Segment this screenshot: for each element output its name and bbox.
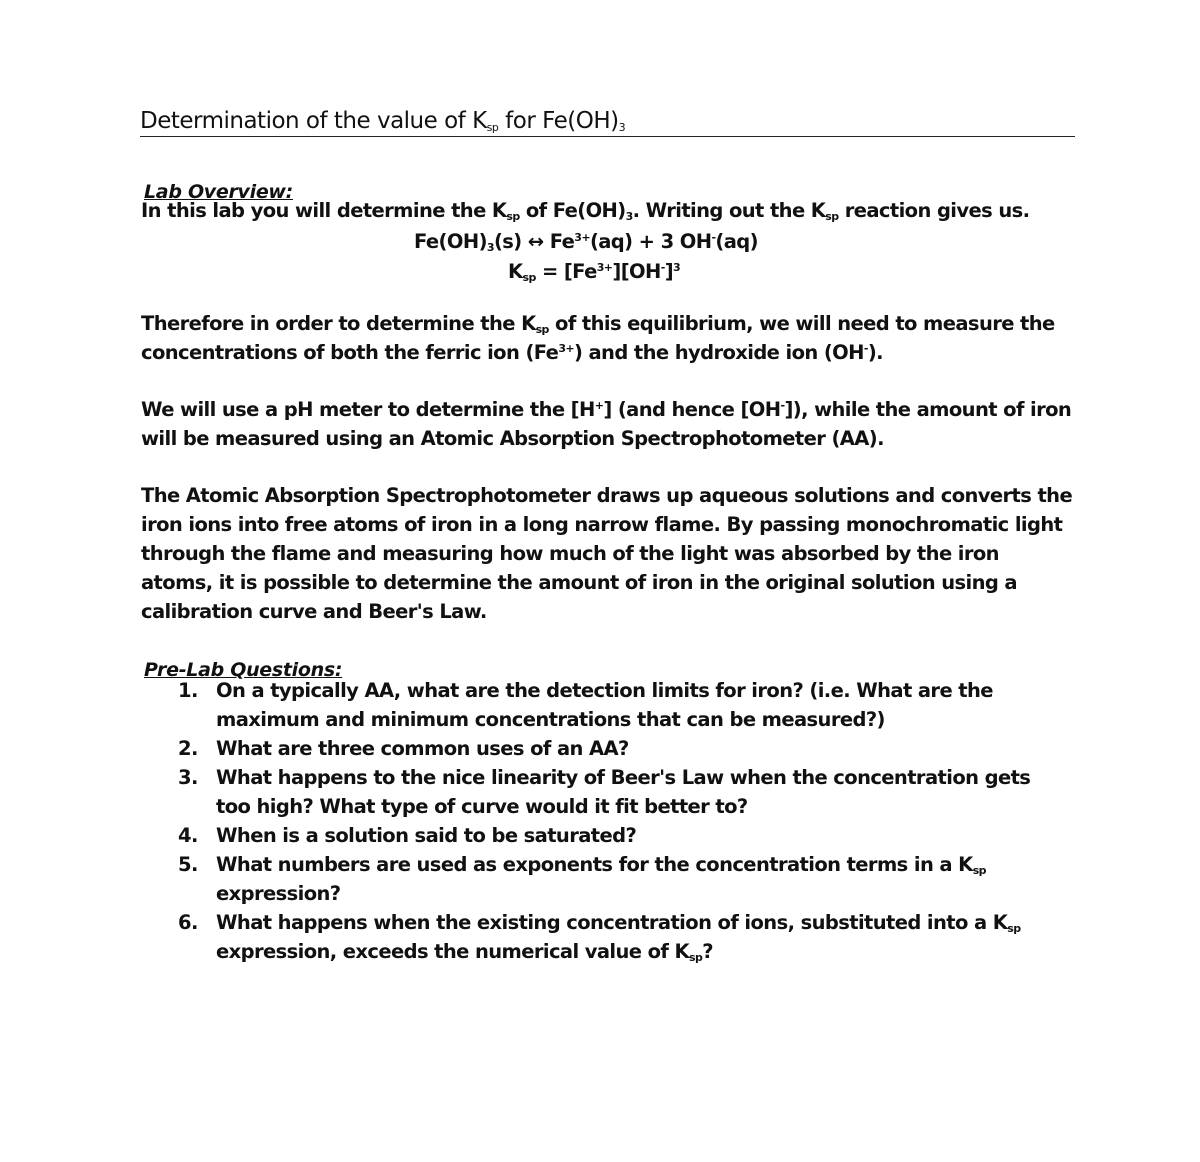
lab-overview-heading: Lab Overview: bbox=[144, 181, 293, 203]
overview-paragraph-2: We will use a pH meter to determine the [H+] (and hence [OH-]), while the amount of iron will be measured using an Atomic Absorption Spectrophotometer (AA). bbox=[141, 398, 1072, 450]
question-item: 1. On a typically AA, what are the detection limits for iron? (i.e. What are the maximum and minimum concentrations that can be measured?) bbox=[178, 679, 993, 731]
question-item: 2. What are three common uses of an AA? bbox=[178, 737, 629, 760]
dissociation-equation: $Fe(OH)_3(s)$ ↔ $Fe^{3+}(aq) + 3$ OH-(aq) bbox=[414, 230, 758, 254]
overview-intro: In this lab you will determine the $K_{sp}$ of $Fe(OH)_3$. Writing out the $K_{sp}$ reaction gives us. bbox=[141, 199, 1030, 223]
page-title: Determination of the value of $K_{sp}$ for $Fe(OH)_3$ bbox=[140, 108, 626, 134]
title-block bbox=[140, 108, 1075, 137]
pre-lab-questions-heading: Pre-Lab Questions: bbox=[144, 659, 343, 681]
question-item: 6. What happens when the existing concentration of ions, substituted into a $K_{sp}$ expression, exceeds the numerical value of $K_{sp}$? bbox=[178, 911, 1021, 964]
overview-paragraph-3: The Atomic Absorption Spectrophotometer draws up aqueous solutions and converts the iron ions into free atoms of iron in a long narrow flame. By passing monochromatic light through the flame and measuring how much of the light was absorbed by the iron atoms, it is possible to determine the amount of iron in the original solution using a calibration curve and Beer's Law. bbox=[141, 484, 1073, 623]
title-underline bbox=[140, 136, 1075, 137]
question-item: 3. What happens to the nice linearity of Beer's Law when the concentration gets too high? What type of curve would it fit better to? bbox=[178, 766, 1031, 818]
overview-paragraph-1: Therefore in order to determine the $K_{sp}$ of this equilibrium, we will need to measure the concentrations of both the ferric ion $(Fe^{3+})$ and the hydroxide ion (OH-). bbox=[141, 312, 1055, 364]
question-item: 4. When is a solution said to be saturated? bbox=[178, 824, 637, 847]
pre-lab-question-list bbox=[178, 676, 1058, 966]
question-item: 5. What numbers are used as exponents for the concentration terms in a $K_{sp}$ expression? bbox=[178, 853, 986, 905]
ksp-expression: $K_{sp} = [Fe^{3+}][OH^-]^3$ bbox=[508, 260, 681, 284]
